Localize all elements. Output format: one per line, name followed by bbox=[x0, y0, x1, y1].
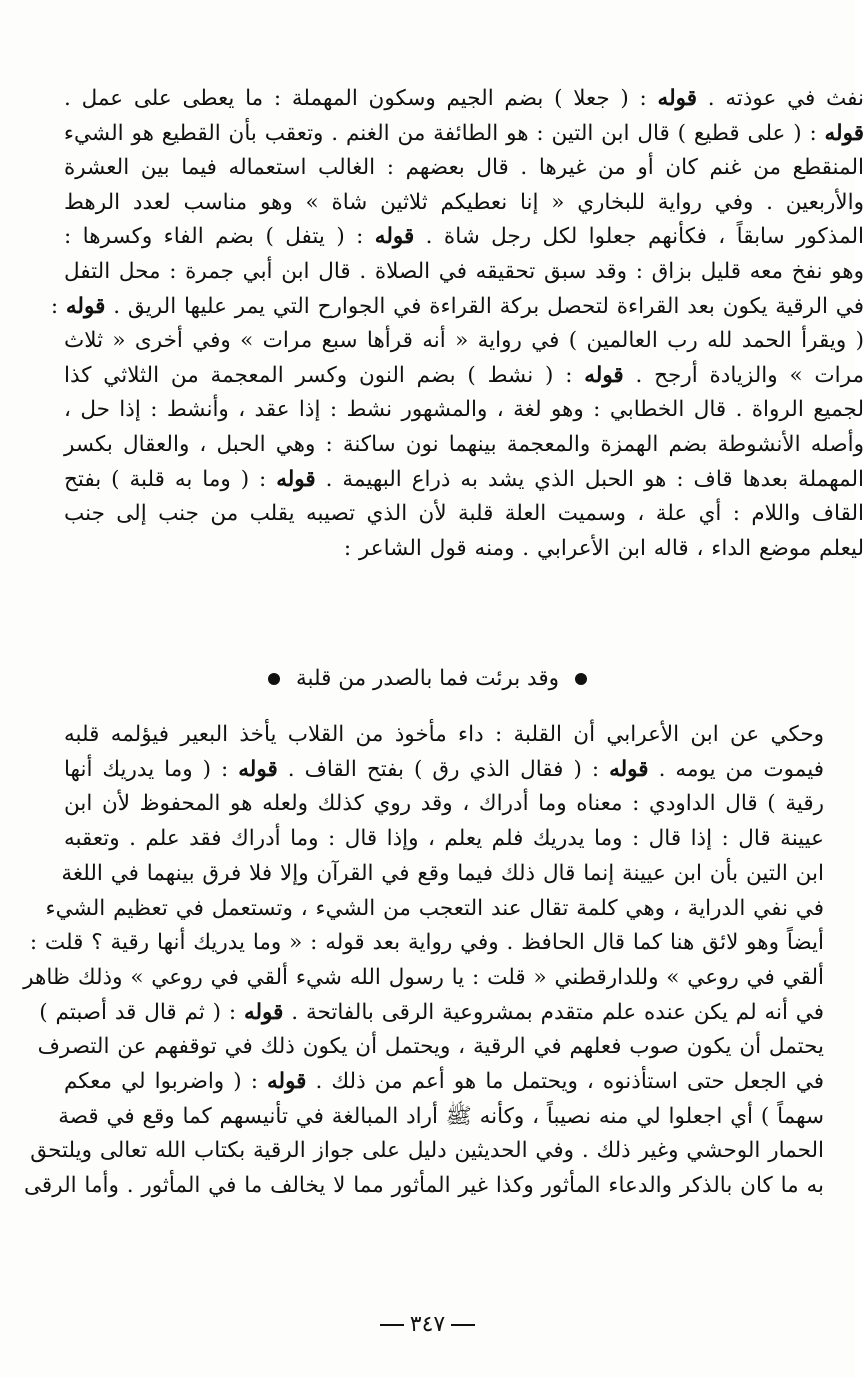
page-number bbox=[0, 1312, 855, 1337]
keyword-qawluh: قوله bbox=[65, 293, 106, 319]
text-line: المنقطع من غنم كان أو من غيرها . قال بعضهم : الغالب استعماله فيما بين العشرة bbox=[64, 155, 864, 181]
poetry-verse bbox=[0, 666, 855, 691]
keyword-qawluh: قوله bbox=[609, 756, 649, 782]
text-line: يحتمل أن يكون صوب فعلهم في الرقية ، ويحتمل أن يكون ذلك في توقفهم عن التصرف bbox=[37, 1034, 824, 1060]
text-line: ابن التين بأن ابن عيينة إنما قال ذلك فيما وقع في القرآن وإلا فلا فرق بينهما في اللغة bbox=[61, 860, 824, 886]
keyword-qawluh: قوله bbox=[584, 362, 624, 388]
text-line: وحكي عن ابن الأعرابي أن القلبة : داء مأخوذ من القلاب يأخذ البعير فيؤلمه قلبه bbox=[64, 722, 824, 747]
keyword-qawluh: قوله bbox=[657, 86, 698, 111]
text-line: أيضاً وهو لائق هنا كما قال الحافظ . وفي رواية بعد قوله : « وما يدريك أنها رقية ؟ قلت : bbox=[29, 930, 824, 956]
keyword-qawluh: قوله bbox=[374, 224, 415, 250]
text-line: والأربعين . وفي رواية للبخاري « إنا نعطيكم ثلاثين شاة » وهو مناسب لعدد الرهط bbox=[64, 189, 864, 215]
paragraph-commentary-1 bbox=[50, 82, 864, 566]
text-line: فيموت من يومه . قوله : ( فقال الذي رق ) بفتح القاف . قوله : ( وما يدريك أنها bbox=[64, 756, 824, 782]
text-line: لجميع الرواة . قال الخطابي : وهو لغة ، والمشهور نشط : إذا عقد ، وأنشط : إذا حل ، bbox=[64, 397, 864, 423]
text-line: وأصله الأنشوطة بضم الهمزة والمعجمة بينهما نون ساكنة : وهي الحبل ، والعقال بكسر bbox=[64, 431, 864, 457]
text-line: نفث في عوذته . قوله : ( جعلا ) بضم الجيم وسكون المهملة : ما يعطى على عمل . bbox=[64, 86, 864, 111]
text-line: به ما كان بالذكر والدعاء المأثور وكذا غير المأثور مما لا يخالف ما في المأثور . وأما الرقى bbox=[24, 1173, 824, 1199]
text-line: ( ويقرأ الحمد لله رب العالمين ) في رواية « أنه قرأها سبع مرات » وفي أخرى « ثلاث bbox=[64, 328, 864, 354]
text-line: ليعلم موضع الداء ، قاله ابن الأعرابي . ومنه قول الشاعر : bbox=[343, 535, 864, 561]
text-line: قوله : ( على قطيع ) قال ابن التين : هو الطائفة من الغنم . وتعقب بأن القطيع هو الشيء bbox=[63, 120, 864, 146]
text-line: المهملة بعدها قاف : هو الحبل الذي يشد به ذراع البهيمة . قوله : ( وما به قلبة ) بفتح bbox=[64, 466, 864, 492]
text-line: في الرقية يكون بعد القراءة لتحصل بركة القراءة في الجوارح التي يمر عليها الريق . قوله : bbox=[50, 293, 864, 319]
text-line: في أنه لم يكن عنده علم متقدم بمشروعية الرقى بالفاتحة . قوله : ( ثم قال قد أصبتم ) bbox=[39, 999, 824, 1025]
text-line: المذكور سابقاً ، فكأنهم جعلوا لكل رجل شاة . قوله : ( يتفل ) بضم الفاء وكسرها : bbox=[64, 224, 864, 250]
keyword-qawluh: قوله bbox=[238, 756, 278, 782]
text-line: رقية ) قال الداودي : معناه وما أدراك ، وقد روي كذلك ولعله هو المحفوظ لأن ابن bbox=[64, 791, 824, 817]
text-line: القاف واللام : أي علة ، وسميت العلة قلبة لأن الذي تصيبه يقلب من جنب إلى جنب bbox=[64, 501, 864, 527]
text-line: ألقي في روعي » وللدارقطني « قلت : يا رسول الله شيء ألقي في روعي » وذلك ظاهر bbox=[23, 964, 824, 990]
dash-left bbox=[380, 1324, 404, 1326]
text-line: مرات » والزيادة أرجح . قوله : ( نشط ) بضم النون وكسر المعجمة من الثلاثي كذا bbox=[64, 362, 864, 388]
text-line: سهماً ) أي اجعلوا لي منه نصيباً ، وكأنه ﷺ أراد المبالغة في تأنيسهم كما وقع في قصة bbox=[58, 1103, 824, 1129]
text-line: في نفي الدراية ، وهي كلمة تقال عند التعجب من الشيء ، وتستعمل في تعظيم الشيء bbox=[45, 895, 824, 921]
bullet-icon bbox=[268, 673, 280, 685]
keyword-qawluh: قوله bbox=[824, 120, 864, 146]
paragraph-commentary-2 bbox=[23, 718, 864, 1204]
text-line: في الجعل حتى استأذنوه ، ويحتمل ما هو أعم من ذلك . قوله : ( واضربوا لي معكم bbox=[64, 1069, 825, 1095]
text-line: وهو نفخ معه قليل بزاق : وقد سبق تحقيقه في الصلاة . قال ابن أبي جمرة : محل التفل bbox=[64, 258, 864, 284]
page-number-text: ٣٤٧ bbox=[409, 1312, 446, 1337]
bullet-icon bbox=[575, 673, 587, 685]
text-line: الحمار الوحشي وغير ذلك . وفي الحديثين دليل على جواز الرقية بكتاب الله تعالى ويلتحق bbox=[30, 1138, 824, 1164]
verse-text: وقد برئت فما بالصدر من قلبة bbox=[295, 666, 559, 691]
text-line: عيينة قال : إذا قال : وما يدريك فلم يعلم ، وإذا قال : وما أدراك فقد علم . وتعقبه bbox=[64, 826, 824, 852]
keyword-qawluh: قوله bbox=[243, 999, 284, 1025]
keyword-qawluh: قوله bbox=[267, 1069, 307, 1095]
dash-right bbox=[451, 1324, 475, 1326]
keyword-qawluh: قوله bbox=[276, 466, 316, 492]
